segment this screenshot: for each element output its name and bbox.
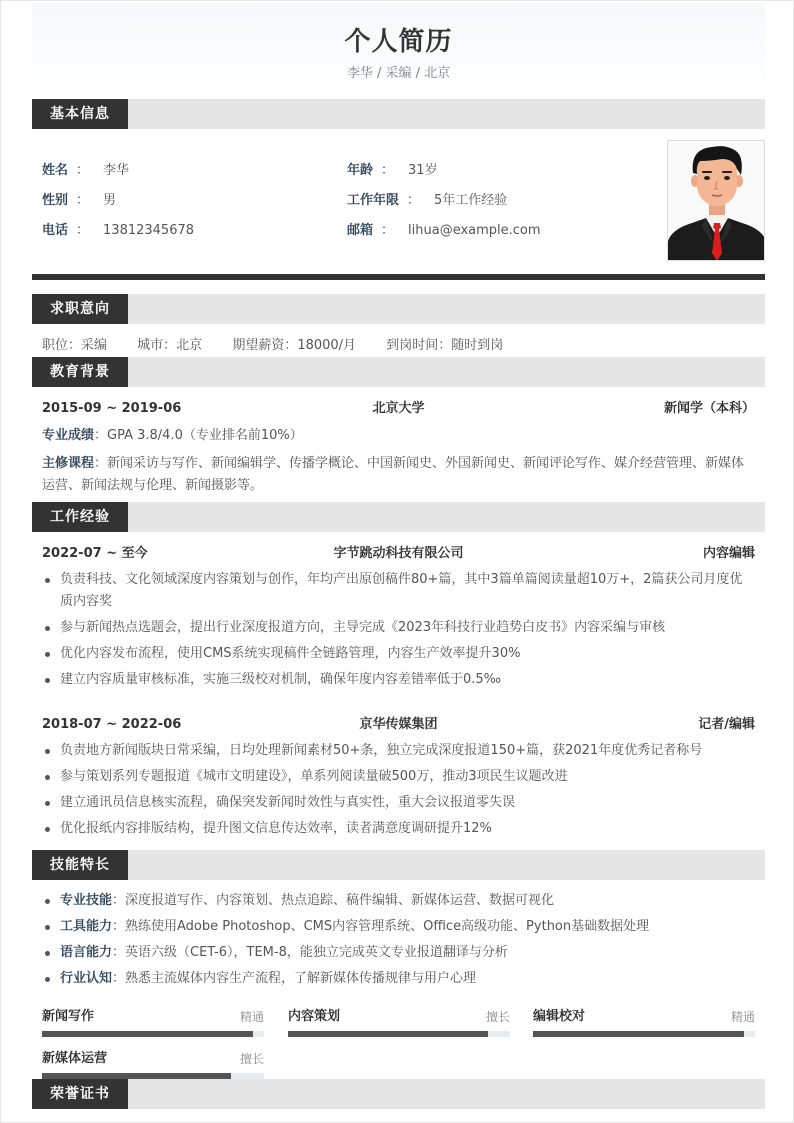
list-item: 参与新闻热点选题会，提出行业深度报道方向，主导完成《2023年科技行业趋势白皮书》内容采编与审核 — [42, 617, 755, 639]
work-role: 内容编辑 — [702, 546, 755, 561]
education-period: 2015-09 ~ 2019-06 — [42, 401, 182, 416]
work-bullets-1 — [42, 569, 755, 695]
section-title: 求职意向 — [32, 294, 128, 324]
info-value: 李华 — [103, 163, 130, 178]
skill-bar-proofreading: 编辑校对 精通 — [533, 1008, 755, 1038]
list-item: 建立内容质量审核标准，实施三级校对机制，确保年度内容差错率低于0.5‰ — [42, 669, 755, 691]
list-item: 优化内容发布流程，使用CMS系统实现稿件全链路管理，内容生产效率提升30% — [42, 643, 755, 665]
work-period: 2022-07 ~ 至今 — [42, 546, 148, 561]
intent-availability: 到岗时间：随时到岗 — [386, 338, 504, 353]
avatar-icon — [668, 141, 765, 261]
section-header-honors — [32, 1079, 765, 1109]
progress-track — [533, 1031, 755, 1037]
work-role: 记者/编辑 — [698, 717, 755, 732]
education-school: 北京大学 — [372, 401, 425, 416]
intent-salary: 期望薪资：18000/月 — [232, 338, 357, 353]
section-header-skills — [32, 850, 765, 880]
work-bullets-2 — [42, 740, 755, 844]
section-title: 荣誉证书 — [32, 1079, 128, 1109]
avatar-photo — [667, 140, 765, 261]
info-gender: 性别 ： 男 — [42, 193, 117, 208]
skill-bar-newmedia: 新媒体运营 擅长 — [42, 1050, 264, 1080]
education-row — [42, 400, 755, 418]
list-item: 参与策划系列专题报道《城市文明建设》，单系列阅读量破500万，推动3项民生议题改进 — [42, 766, 755, 788]
list-item: 优化报纸内容排版结构，提升图文信息传达效率，读者满意度调研提升12% — [42, 818, 755, 840]
skill-item: 行业认知：熟悉主流媒体内容生产流程，了解新媒体传播规律与用户心理 — [42, 968, 755, 990]
education-major: 新闻学（本科） — [663, 401, 755, 416]
divider-rule — [32, 274, 765, 280]
section-header-work — [32, 502, 765, 532]
skill-item: 专业技能：深度报道写作、内容策划、热点追踪、稿件编辑、新媒体运营、数据可视化 — [42, 890, 755, 912]
education-courses: 主修课程：新闻采访与写作、新闻编辑学、传播学概论、中国新闻史、外国新闻史、新闻评论写作、媒介经营管理、新媒体运营、新闻法规与伦理、新闻摄影等。 — [42, 456, 745, 493]
list-item: 建立通讯员信息核实流程，确保突发新闻时效性与真实性，重大会议报道零失误 — [42, 792, 755, 814]
progress-track — [288, 1031, 510, 1037]
info-value: 5年工作经验 — [434, 193, 508, 208]
section-title: 技能特长 — [32, 850, 128, 880]
info-value: 31岁 — [408, 163, 438, 178]
progress-fill — [288, 1031, 488, 1037]
skill-item: 语言能力：英语六级（CET-6），TEM-8，能独立完成英文专业报道翻译与分析 — [42, 942, 755, 964]
info-email: 邮箱 ： lihua@example.com — [347, 223, 541, 238]
work-row-1 — [42, 545, 755, 563]
work-row-2 — [42, 716, 755, 734]
job-intent-row — [42, 337, 529, 355]
intent-position: 职位：采编 — [42, 338, 108, 353]
skill-bar-planning: 内容策划 擅长 — [288, 1008, 510, 1038]
info-value: 男 — [103, 193, 117, 208]
section-title: 工作经验 — [32, 502, 128, 532]
progress-fill — [42, 1031, 253, 1037]
info-phone: 电话 ： 13812345678 — [42, 223, 195, 238]
work-company: 京华传媒集团 — [359, 717, 438, 732]
page-subtitle: 李华 / 采编 / 北京 — [346, 66, 451, 81]
section-header-basic — [32, 99, 765, 129]
section-title: 基本信息 — [32, 99, 128, 129]
resume-header — [32, 3, 765, 91]
info-experience: 工作年限 ： 5年工作经验 — [347, 193, 508, 208]
progress-track — [42, 1031, 264, 1037]
info-name: 姓名 ： 李华 — [42, 163, 130, 178]
page-title: 个人简历 — [344, 27, 453, 57]
info-value: lihua@example.com — [408, 223, 541, 238]
skills-list — [42, 890, 755, 994]
section-title: 教育背景 — [32, 357, 128, 387]
info-age: 年龄 ： 31岁 — [347, 163, 438, 178]
intent-city: 城市：北京 — [137, 338, 203, 353]
work-period: 2018-07 ~ 2022-06 — [42, 717, 182, 732]
progress-fill — [533, 1031, 744, 1037]
work-company: 字节跳动科技有限公司 — [333, 546, 464, 561]
section-header-education — [32, 357, 765, 387]
info-value: 13812345678 — [103, 223, 195, 238]
section-header-intent — [32, 294, 765, 324]
education-gpa: 专业成绩：GPA 3.8/4.0（专业排名前10%） — [42, 428, 303, 443]
skill-bar-writing: 新闻写作 精通 — [42, 1008, 264, 1038]
list-item: 负责科技、文化领域深度内容策划与创作，年均产出原创稿件80+篇，其中3篇单篇阅读量超10万+，2篇获公司月度优质内容奖 — [42, 569, 755, 613]
list-item: 负责地方新闻版块日常采编，日均处理新闻素材50+条，独立完成深度报道150+篇，获2021年度优秀记者称号 — [42, 740, 755, 762]
skill-item: 工具能力：熟练使用Adobe Photoshop、CMS内容管理系统、Office高级功能、Python基础数据处理 — [42, 916, 755, 938]
